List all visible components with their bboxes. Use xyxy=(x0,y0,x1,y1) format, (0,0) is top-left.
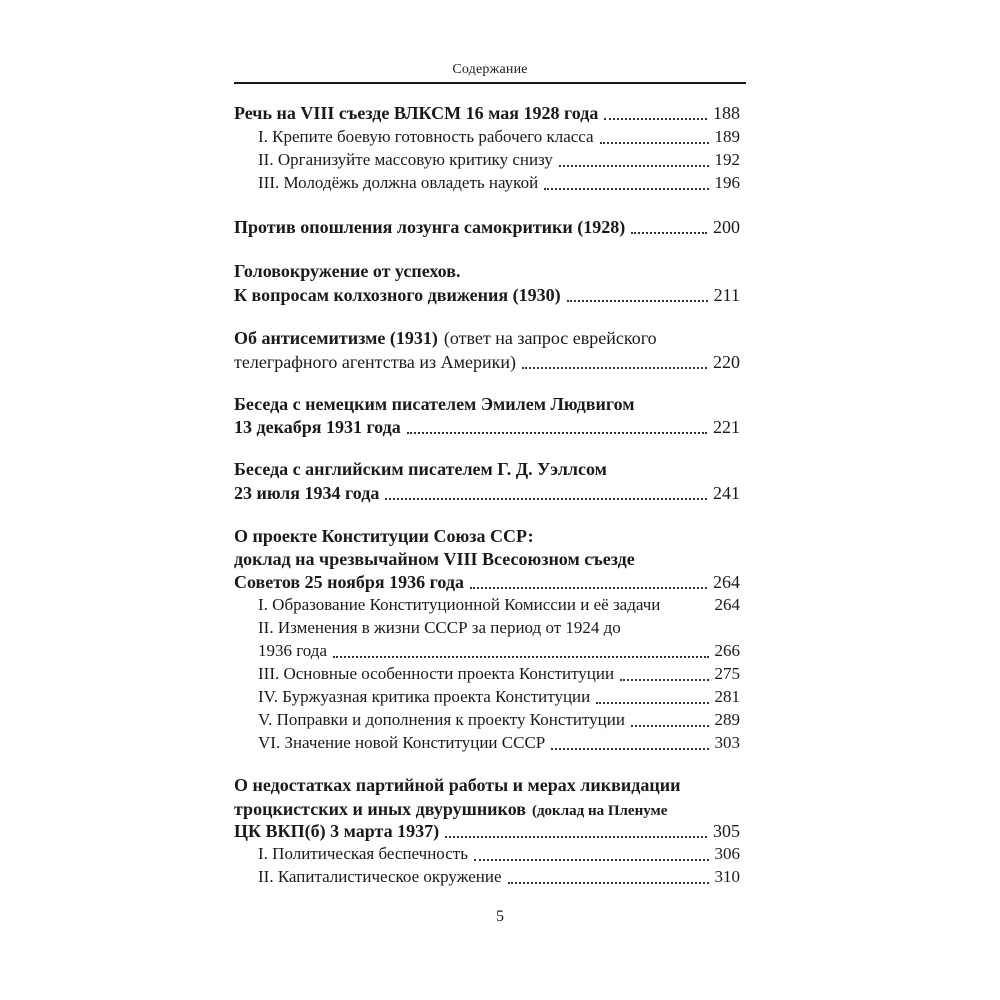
toc-entry-8-line-1 xyxy=(234,773,740,797)
dot-leader xyxy=(631,725,709,727)
toc-page-number: 310 xyxy=(714,867,740,886)
toc-subentry xyxy=(234,842,740,866)
toc-entry-title: О проекте Конституции Союза ССР: xyxy=(234,526,534,546)
toc-page-number: 192 xyxy=(714,150,740,169)
dot-leader xyxy=(508,882,709,884)
toc-subentry-title: II. Организуйте массовую критику снизу xyxy=(258,150,553,169)
toc-subentry-title: I. Крепите боевую готовность рабочего класса xyxy=(258,127,594,146)
toc-entry-5-line-2 xyxy=(234,415,740,439)
toc-entry-7-line-2 xyxy=(234,547,740,571)
toc-entry-4-line-1 xyxy=(234,326,740,350)
toc-entry-3-line-1 xyxy=(234,259,740,283)
toc-entry-6-line-1 xyxy=(234,457,740,481)
toc-entry-title: К вопросам колхозного движения (1930) xyxy=(234,285,561,305)
dot-leader xyxy=(522,367,707,369)
toc-subentry-title: VI. Значение новой Конституции СССР xyxy=(258,733,546,752)
toc-subentry-title: II. Капиталистическое окружение xyxy=(258,867,502,886)
toc-subentry xyxy=(234,708,740,732)
dot-leader xyxy=(567,300,708,302)
dot-leader xyxy=(551,748,708,750)
toc-entry-title: троцкистских и иных двурушников xyxy=(234,799,526,819)
toc-entry-7-line-3 xyxy=(234,570,740,594)
toc-page-number: 305 xyxy=(713,821,740,841)
dot-leader xyxy=(385,498,707,500)
toc-subentry-title: V. Поправки и дополнения к проекту Конституции xyxy=(258,710,625,729)
toc-page-number: 266 xyxy=(714,641,740,660)
toc-subentry-title: IV. Буржуазная критика проекта Конституции xyxy=(258,687,591,706)
toc-entry-5-line-1 xyxy=(234,392,740,416)
toc-entry-title: Головокружение от успехов. xyxy=(234,261,461,281)
toc-page-number: 275 xyxy=(714,664,740,683)
spacer xyxy=(666,610,708,612)
toc-entry-title: Советов 25 ноября 1936 года xyxy=(234,572,464,592)
toc-subentry xyxy=(234,685,740,709)
toc-entry-7-line-1 xyxy=(234,524,740,548)
page-number: 5 xyxy=(496,908,504,925)
toc-subentry xyxy=(234,662,740,686)
toc-page-number: 281 xyxy=(714,687,740,706)
toc-subentry-continued xyxy=(234,639,740,663)
toc-subentry xyxy=(234,865,740,889)
dot-leader xyxy=(445,836,707,838)
toc-page-number: 196 xyxy=(714,173,740,192)
toc-page-number: 264 xyxy=(713,572,740,592)
toc-subentry-title: 1936 года xyxy=(258,641,328,660)
dot-leader xyxy=(631,232,707,234)
toc-entry-6-line-2 xyxy=(234,481,740,505)
toc-entry-title: Речь на VIII съезде ВЛКСМ 16 мая 1928 года xyxy=(234,103,599,123)
toc-page-number: 189 xyxy=(714,127,740,146)
toc-page-number: 264 xyxy=(714,595,740,614)
toc-subentry-title: III. Основные особенности проекта Конституции xyxy=(258,664,615,683)
toc-page-number: 306 xyxy=(714,844,740,863)
toc-entry-title: 23 июля 1934 года xyxy=(234,483,380,503)
toc-entry-title: 13 декабря 1931 года xyxy=(234,417,401,437)
toc-entry-title: Об антисемитизме (1931) xyxy=(234,328,438,348)
toc-entry-title: ЦК ВКП(б) 3 марта 1937) xyxy=(234,821,440,841)
toc-subentry xyxy=(234,125,740,149)
dot-leader xyxy=(407,432,707,434)
toc-subentry xyxy=(234,616,740,640)
toc-subentry xyxy=(234,171,740,195)
dot-leader xyxy=(559,165,709,167)
dot-leader xyxy=(544,188,708,190)
toc-entry-3-line-2 xyxy=(234,283,740,307)
toc-entry-title: Против опошления лозунга самокритики (1928) xyxy=(234,217,626,237)
dot-leader xyxy=(596,702,708,704)
toc-subentry xyxy=(234,148,740,172)
toc-subentry-title: II. Изменения в жизни СССР за период от 1924 до xyxy=(258,618,621,637)
dot-leader xyxy=(600,142,709,144)
toc-page-number: 289 xyxy=(714,710,740,729)
running-header: Содержание xyxy=(452,62,528,77)
toc-entry-4-line-2 xyxy=(234,350,740,374)
toc-page-number: 221 xyxy=(713,417,740,437)
toc-subentry xyxy=(234,731,740,755)
toc-page-number: 220 xyxy=(713,352,740,372)
toc-entry-2 xyxy=(234,215,740,239)
toc-page-number: 241 xyxy=(713,483,740,503)
toc-subentry-title: III. Молодёжь должна овладеть наукой xyxy=(258,173,539,192)
toc-subentry-title: I. Образование Конституционной Комиссии и её задачи xyxy=(258,595,661,614)
toc-subentry xyxy=(234,593,740,617)
dot-leader xyxy=(333,656,708,658)
toc-subentry-title: I. Политическая беспечность xyxy=(258,844,468,863)
dot-leader xyxy=(604,118,707,120)
toc-entry-note: (ответ на запрос еврейского xyxy=(443,328,657,348)
dot-leader xyxy=(470,587,707,589)
toc-page-number: 303 xyxy=(714,733,740,752)
toc-entry-1 xyxy=(234,101,740,125)
toc-page-number: 200 xyxy=(713,217,740,237)
toc-entry-title: О недостатках партийной работы и мерах ликвидации xyxy=(234,775,681,795)
toc-page-number: 211 xyxy=(713,285,740,305)
dot-leader xyxy=(620,679,708,681)
toc-entry-title: Беседа с немецким писателем Эмилем Людвигом xyxy=(234,394,635,414)
toc-entry-title: Беседа с английским писателем Г. Д. Уэллсом xyxy=(234,459,607,479)
dot-leader xyxy=(474,859,709,861)
toc-page-number: 188 xyxy=(713,103,740,123)
toc-entry-title: доклад на чрезвычайном VIII Всесоюзном съезде xyxy=(234,549,635,569)
toc-entry-8-line-3 xyxy=(234,819,740,843)
toc-entry-note: телеграфного агентства из Америки) xyxy=(234,352,517,372)
toc-entry-note: (доклад на Пленуме xyxy=(531,803,668,819)
header-rule xyxy=(234,82,746,84)
